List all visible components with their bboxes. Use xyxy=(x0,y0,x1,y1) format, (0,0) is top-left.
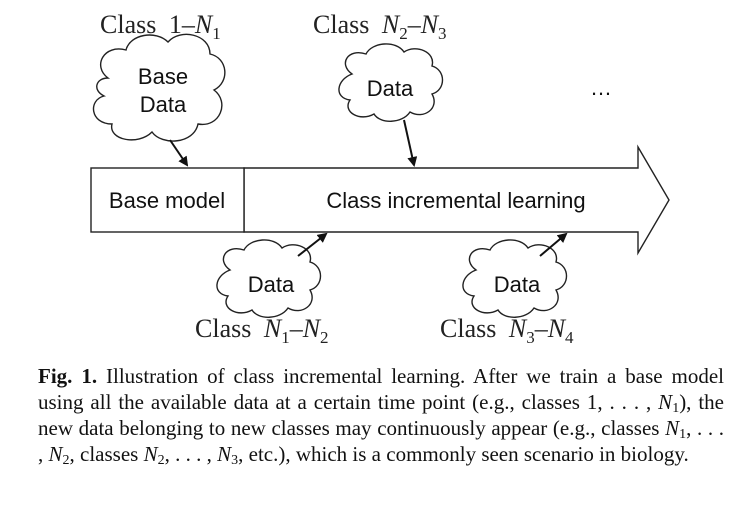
caption-text-3: , etc.), which is a commonly seen scenario in biology. xyxy=(238,442,689,466)
figure-caption: Fig. 1. Illustration of class incremental learning. After we train a base model using all the available data at a certain time point (e.g., classes 1, . . . , $N_1$), the new data belonging to new classes may continuously appear (e.g., classes $N_1$, . . . , $N_2$, classes $N_2$, . . . , $N_3$, etc.), which is a commonly seen scenario in biology. xyxy=(38,364,725,468)
data-cloud-top-label: Data xyxy=(366,76,414,101)
data-top-arrow xyxy=(404,120,414,165)
class-label-bottom3: Class $N_3-N_4$ xyxy=(440,314,574,347)
base-data-arrow xyxy=(170,140,187,165)
continuation-ellipsis: … xyxy=(590,75,612,100)
base-model-label: Base model xyxy=(108,188,226,213)
class-label-top2: Class $N_2-N_3$ xyxy=(313,10,447,43)
base-data-cloud-line1: Base xyxy=(137,64,189,89)
base-data-cloud-line2: Data xyxy=(139,92,187,117)
class-label-bottom1: Class $N_1-N_2$ xyxy=(195,314,329,347)
data-cloud-bottom-left-label: Data xyxy=(247,272,295,297)
data-cloud-bottom-right-label: Data xyxy=(493,272,541,297)
data-bottom-left-arrow xyxy=(298,234,326,256)
caption-text-2: ), the new data belonging to new classes may continuously appear (e.g., classes xyxy=(38,390,724,440)
class-label-base: Class $1-N_1$ xyxy=(100,10,221,43)
caption-text-1: Illustration of class incremental learning. After we train a base model using all the available data at a certain time point (e.g., classes 1, . . . , xyxy=(38,364,724,414)
figure-label: Fig. 1. xyxy=(38,364,98,388)
incremental-learning-label: Class incremental learning xyxy=(326,188,586,213)
